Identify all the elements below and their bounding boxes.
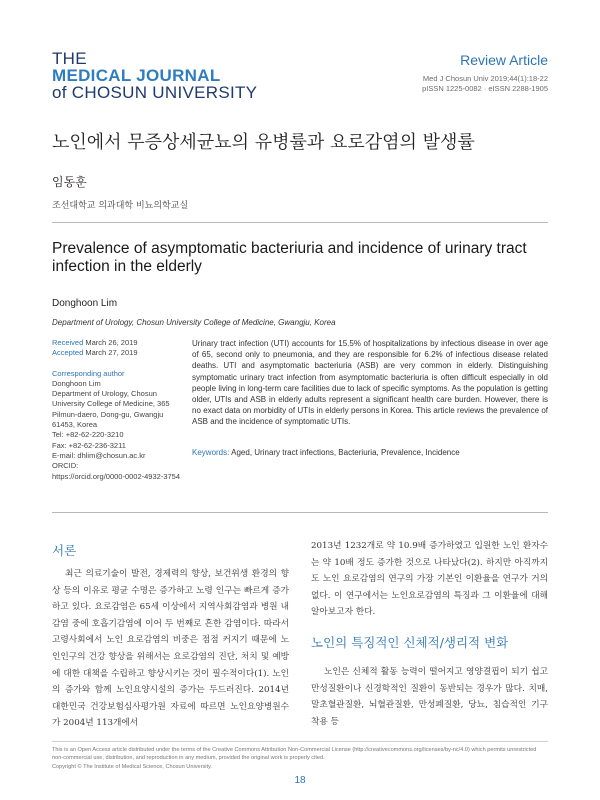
korean-author: 임동훈 xyxy=(52,175,87,189)
korean-affiliation: 조선대학교 의과대학 비뇨의학교실 xyxy=(52,201,189,211)
english-author: Donghoon Lim xyxy=(52,298,118,309)
license-text: This is an Open Access article distributed under the terms of the Creative Commons Attribution Non-Commercial License (http://creativecommons.org/licenses/by-nc/4.0) which permits unrestricted non-commercial use, distribution, and reproduction in any medium, provided the original work is properly cited. xyxy=(52,747,537,762)
journal-name-line1: THE xyxy=(52,49,87,68)
article-type: Review Article xyxy=(460,52,548,68)
corresponding-author-label: Corresponding author xyxy=(52,368,125,378)
keywords-list: Aged, Urinary tract infections, Bacteriuria, Prevalence, Incidence xyxy=(231,448,460,457)
corr-line: Donghoon Lim xyxy=(52,378,101,388)
divider xyxy=(52,512,548,513)
citation: Med J Chosun Univ 2019;44(1):18-22 xyxy=(422,74,548,83)
received-date: March 26, 2019 xyxy=(85,338,138,347)
korean-title: 노인에서 무증상세균뇨의 유병률과 요로감염의 발생률 xyxy=(52,132,475,153)
elderly-paragraph xyxy=(311,664,548,730)
section-heading-intro: 서론 xyxy=(52,543,77,558)
page-number: 18 xyxy=(294,775,306,786)
journal-name-line2: MEDICAL JOURNAL xyxy=(52,66,221,85)
intro-continuation xyxy=(311,538,548,621)
corr-line-email[interactable]: E-mail: dhlim@chosun.ac.kr xyxy=(52,450,146,460)
journal-logo xyxy=(52,50,257,101)
corr-line: Pilmun-daero, Dong-gu, Gwangju xyxy=(52,409,164,419)
received-label: Received xyxy=(52,338,84,347)
orcid-link[interactable]: https://orcid.org/0000-0002-4932-3754 xyxy=(52,471,181,481)
corr-line: University College of Medicine, 365 xyxy=(52,399,170,409)
abstract-text: Urinary tract infection (UTI) accounts for 15.5% of hospitalizations by infectious disease in over age of 65, second only to pneumonia, and they are responsible for 6.2% of infectious disease related deaths. UTI and asymptomatic bacteriuria (ASB) are very common in elderly. Distinguishing symptomatic urinary tract infection from asymptomatic bacteriuria is often difficult especially in old people living in long-term care facilities due to lack of specific symptoms. As the population is getting older, UTIs and ASB in elderly adults represent a significant health care burden. However, there is no exact data on morbidity of UTIs in elderly persons in Korea. This article reviews the prevalence of ASB and the incidence of symptomatic UTIs. xyxy=(192,339,548,427)
footer xyxy=(52,746,548,771)
divider xyxy=(52,222,548,223)
intro-text: 최근 의료기술이 발전, 경제력의 향상, 보건위생 환경의 향상 등의 이유로 평균 수명은 증가하고 노령 인구는 빠르게 증가하고 있다. 요로감염은 65세 이상에서 지역사회감염과 병원 내 감염 중에 호흡기감염에 이어 두 번째로 흔한 감염이다. 따라서 고령사회에서 노인 요로감염의 비중은 점점 커지기 때문에 노인인구의 건강 향상을 위해서는 요로감염의 진단, 처치 및 예방에 대한 대책을 수립하고 향상시키는 것이 필수적이다(1). 노인의 증가와 함께 노인요양시설의 증가는 두드러진다. 2014년 대한민국 건강보험심사평가원 자료에 따르면 노인요양병원수가 2004년 113개에서 xyxy=(52,569,289,729)
section-heading-elderly-changes: 노인의 특징적인 신체적/생리적 변화 xyxy=(311,635,509,650)
english-affiliation: Department of Urology, Chosun University College of Medicine, Gwangju, Korea xyxy=(52,318,336,327)
journal-name-line3: of CHOSUN UNIVERSITY xyxy=(52,83,258,102)
intro-paragraph xyxy=(52,566,289,732)
corr-line: ORCID: xyxy=(52,461,79,471)
received-line xyxy=(52,338,182,348)
accepted-label: Accepted xyxy=(52,348,84,358)
copyright-text: Copyright © The Institute of Medical Science, Chosun University. xyxy=(52,763,212,770)
citation-block xyxy=(422,74,548,94)
intro-continuation-text: 2013년 1232개로 약 10.9배 증가하였고 입원한 노인 환자수는 약 10배 정도 증가한 것으로 나타났다(2). 하지만 아직까지도 노인 요로감염의 연구의 가장 기본인 이환율을 연구가 거의 없다. 이 연구에서는 노인요로감염의 특징과 그 이환율에 대해 알아보고자 한다. xyxy=(311,541,548,618)
article-info-sidebar xyxy=(52,338,182,482)
issn: pISSN 1225-0082 · eISSN 2288-1905 xyxy=(422,84,548,93)
elderly-text: 노인은 신체적 활동 능력이 떨어지고 영양결핍이 되기 쉽고 만성질환이나 신경학적인 질환이 동반되는 경우가 많다. 치매, 말초혈관질환, 뇌혈관질환, 만성폐질환, 당뇨, 침습적인 기구 착용 등 xyxy=(311,667,548,727)
corr-line: Fax: +82-62-236-3211 xyxy=(52,440,126,450)
corr-line: Department of Urology, Chosun xyxy=(52,389,157,399)
corr-line: 61453, Korea xyxy=(52,420,98,430)
accepted-date: March 27, 2019 xyxy=(85,348,138,358)
footer-divider xyxy=(52,741,548,742)
corr-line: Tel: +82-62-220-3210 xyxy=(52,430,124,440)
accepted-line xyxy=(52,348,182,358)
keywords xyxy=(192,448,548,457)
english-title: Prevalence of asymptomatic bacteriuria and incidence of urinary tract infection in the elderly xyxy=(52,240,527,275)
keywords-label: Keywords: xyxy=(192,448,230,457)
